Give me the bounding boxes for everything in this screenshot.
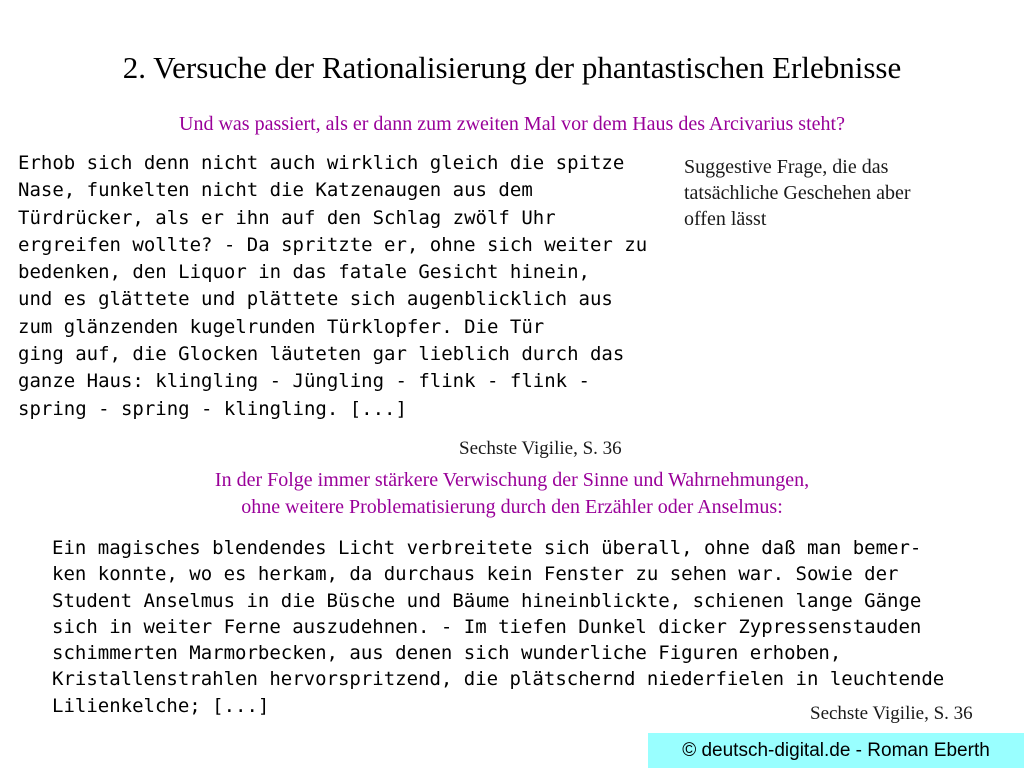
quote-line: Lilienkelche; [...] (52, 694, 270, 717)
quote-line: sich in weiter Ferne auszudehnen. - Im tiefen Dunkel dicker Zypressenstauden (52, 615, 922, 638)
quote-line: bedenken, den Liquor in das fatale Gesicht hinein, (18, 261, 590, 284)
quote-line: Nase, funkelten nicht die Katzenaugen aus dem (18, 179, 533, 202)
quote-line: Erhob sich denn nicht auch wirklich gleich die spitze (18, 152, 625, 174)
quote-line: und es glättete und plättete sich augenblicklich aus (18, 288, 613, 311)
quote-line: Türdrücker, als er ihn auf den Schlag zwölf Uhr (18, 206, 556, 229)
guiding-question: Und was passiert, als er dann zum zweiten Mal vor dem Haus des Arcivarius steht? (179, 113, 845, 135)
quote-line: ganze Haus: klingling - Jüngling - flink - flink - (18, 370, 590, 393)
quote-line: schimmerten Marmorbecken, aus denen sich wunderliche Figuren erhoben, (52, 642, 842, 665)
quote-line: Student Anselmus in die Büsche und Bäume hineinblickte, schienen lange Gänge (52, 589, 922, 612)
quote-line: ken konnte, wo es herkam, da durchaus kein Fenster zu sehen war. Sowie der (52, 563, 899, 586)
analysis-note-line: ohne weitere Problematisierung durch den Erzähler oder Anselmus: (241, 496, 783, 518)
primary-quote-block (18, 150, 647, 423)
quote-line: Kristallenstrahlen hervorspritzend, die plätschernd niederfielen in leuchtende (52, 668, 945, 691)
quote-line: zum glänzenden kugelrunden Türklopfer. Die Tür (18, 315, 545, 338)
quote-source-citation: Sechste Vigilie, S. 36 (810, 703, 973, 724)
quote-source-citation: Sechste Vigilie, S. 36 (459, 438, 622, 459)
quote-line: spring - spring - klingling. [...] (18, 397, 407, 420)
quote-line: Ein magisches blendendes Licht verbreitete sich überall, ohne daß man bemer- (52, 537, 922, 559)
quote-line: ergreifen wollte? - Da spritzte er, ohne sich weiter zu (18, 233, 648, 256)
commentary-line: Suggestive Frage, die das (684, 156, 889, 178)
analysis-note-line: In der Folge immer stärkere Verwischung der Sinne und Wahrnehmungen, (214, 469, 810, 491)
commentary-line: tatsächliche Geschehen aber (684, 182, 911, 204)
secondary-quote-block (52, 535, 944, 719)
commentary-note (684, 154, 911, 232)
quote-line: ging auf, die Glocken läuteten gar lieblich durch das (18, 343, 625, 366)
copyright-footer[interactable]: © deutsch-digital.de - Roman Eberth (648, 733, 1024, 768)
slide-title: 2. Versuche der Rationalisierung der phantastischen Erlebnisse (122, 50, 902, 85)
analysis-note (0, 467, 1024, 521)
commentary-line: offen lässt (684, 208, 767, 230)
